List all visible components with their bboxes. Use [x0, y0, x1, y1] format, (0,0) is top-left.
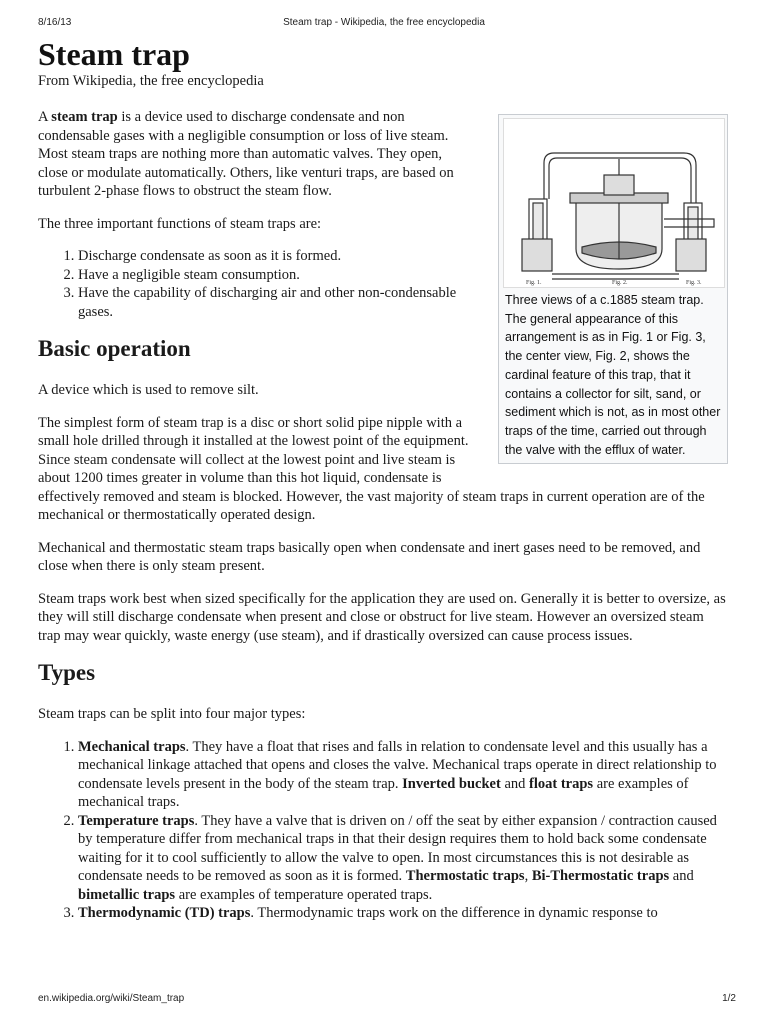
intro-pre: A	[38, 109, 52, 125]
tagline: From Wikipedia, the free encyclopedia	[38, 73, 264, 89]
type-term: float traps	[529, 775, 594, 792]
list-item	[78, 812, 728, 905]
intro-term: steam trap	[51, 109, 118, 125]
steam-trap-illustration	[503, 118, 725, 288]
figure-box	[498, 114, 728, 464]
fig-label-1: Fig. 1.	[526, 280, 542, 286]
type-text: and	[500, 775, 530, 792]
functions-intro: The three important functions of steam traps are:	[38, 215, 322, 232]
basic-operation-p4: Steam traps work best when sized specifically for the application they are used on. Generally it is better to oversize, as they will still discharge condensate when present and close or obstruct for live steam. However an oversized steam trap may wear quickly, waste energy (use steam), and if drastically oversized can cause process issues.	[38, 590, 726, 644]
type-term-mechanical: Mechanical traps	[78, 738, 186, 755]
section-heading-types: Types	[38, 660, 96, 685]
type-term: bimetallic traps	[78, 886, 176, 903]
print-url: en.wikipedia.org/wiki/Steam_trap	[38, 993, 185, 1004]
print-header	[0, 17, 768, 31]
type-text: ,	[524, 868, 532, 884]
page-title: Steam trap	[38, 36, 190, 72]
steam-trap-drawing	[504, 119, 724, 287]
types-intro: Steam traps can be split into four major types:	[38, 706, 306, 722]
type-text: . Thermodynamic traps work on the difference in dynamic response to	[250, 905, 658, 921]
list-item	[78, 904, 728, 923]
type-text: and	[669, 868, 694, 884]
intro-text: is a device used to discharge condensate and non condensable gases with a negligible consumption or loss of live steam. Most steam traps are nothing more than automatic valves. They open, close or modulate automatically. Others, like venturi traps, are based on turbulent 2-phase flows to obstruct the steam flow.	[38, 109, 454, 199]
type-text: are examples of temperature operated traps.	[175, 886, 433, 903]
list-item: 3. Have the capability of discharging air and other non-condensable gases.	[78, 284, 728, 321]
print-footer	[0, 993, 768, 1007]
type-term: Thermostatic traps	[405, 868, 525, 884]
section-heading-basic-operation: Basic operation	[38, 336, 191, 361]
type-text: are examples of mechanical traps.	[78, 775, 689, 810]
fig-label-3: Fig. 3.	[686, 280, 702, 286]
article-body	[38, 108, 728, 937]
figure-caption: Three views of a c.1885 steam trap. The general appearance of this arrangement is as in Fig. 1 or Fig. 3, the center view, Fig. 2, shows the cardinal feature of this trap, that it contains a collector for silt, sand, or sediment which is not, as in most other traps of the time, carried out through the valve with the efflux of water.	[505, 293, 721, 457]
basic-operation-p2: The simplest form of steam trap is a disc or short solid pipe nipple with a small hole drilled through it installed at the lowest point of the equipment. Since steam condensate will collect at the lowest point and live steam is about 1200 times greater in volume than this hot liquid, condensate is effectively removed and steam is blocked. However, the vast majority of steam traps in current operation are of the mechanical or thermostatically operated design.	[38, 414, 705, 523]
list-item: 2. Have a negligible steam consumption.	[78, 266, 728, 285]
type-term: Inverted bucket	[402, 775, 501, 792]
list-item: 1. Discharge condensate as soon as it is formed.	[78, 247, 728, 266]
type-term-temperature: Temperature traps	[78, 812, 195, 829]
page-number: 1/2	[722, 993, 736, 1004]
type-term: Bi-Thermostatic traps	[531, 868, 670, 884]
type-term-thermodynamic: Thermodynamic (TD) traps	[78, 905, 251, 921]
print-title: Steam trap - Wikipedia, the free encyclopedia	[283, 17, 485, 28]
basic-operation-p3: Mechanical and thermostatic steam traps basically open when condensate and inert gases need to be removed, and close when there is only steam present.	[38, 539, 701, 574]
print-date: 8/16/13	[38, 17, 72, 28]
basic-operation-p1: A device which is used to remove silt.	[38, 382, 259, 398]
type-text: . They have a valve that is driven on / off the seat by either expansion / contraction caused by temperature differ from mechanical traps in that their design requires them to hold back some condensate waiting for it to cool sufficiently to allow the valve to open. In most circumstances this is not desirable as condensate needs to be removed as soon as it is formed.	[78, 812, 717, 884]
types-list	[38, 738, 728, 923]
list-item	[78, 738, 728, 812]
fig-label-2: Fig. 2.	[612, 280, 628, 286]
type-text: . They have a float that rises and falls in relation to condensate level and this usually has a mechanical linkage attached that opens and closes the valve. Mechanical traps operate in direct relationship to condensate levels present in the body of the steam trap.	[78, 738, 717, 792]
